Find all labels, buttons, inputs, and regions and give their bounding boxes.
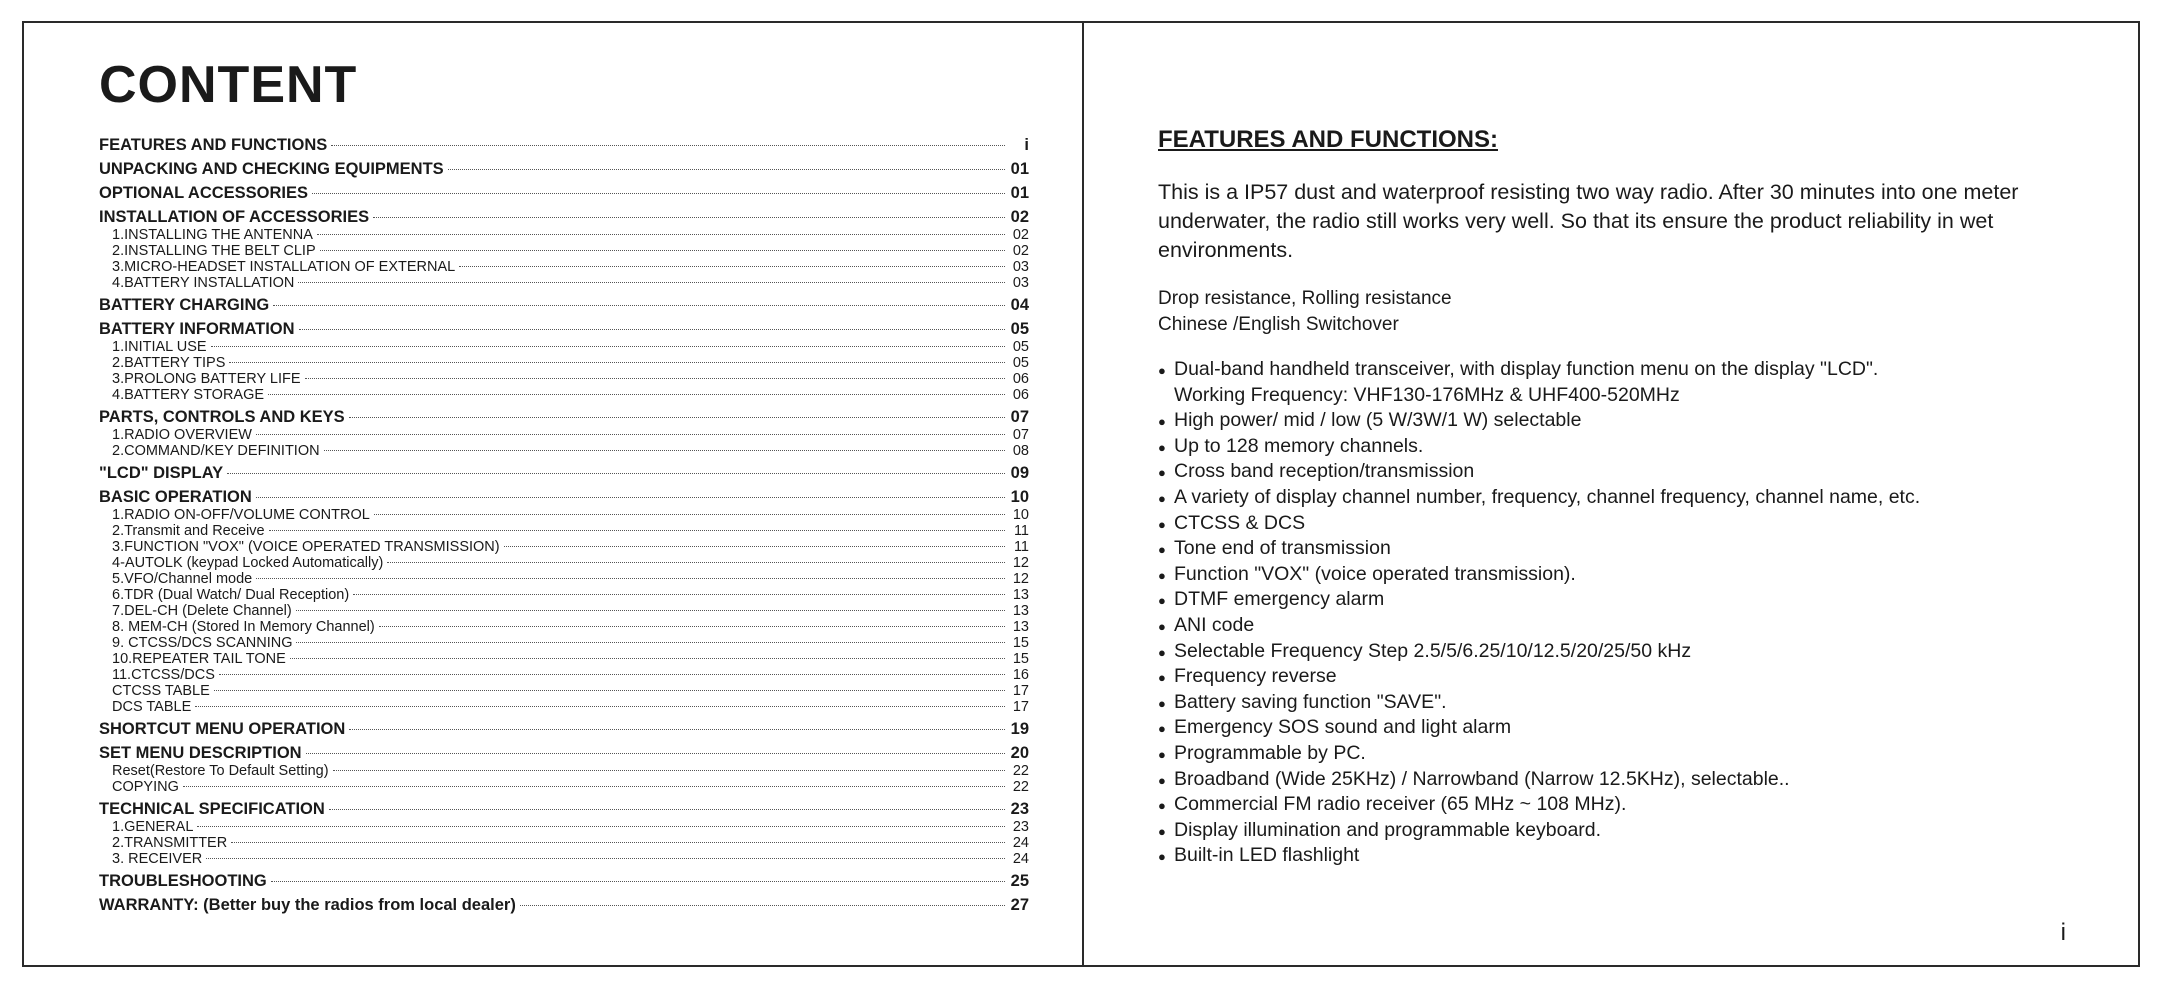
bullet-icon: ● xyxy=(1158,567,1166,583)
toc-page-number: 10 xyxy=(1012,507,1029,523)
feature-item xyxy=(1158,818,1920,844)
toc-section xyxy=(99,159,1029,179)
toc-subsection xyxy=(99,243,1029,259)
toc-page-number: 13 xyxy=(1012,619,1029,635)
toc-label: 1.INSTALLING THE ANTENNA xyxy=(112,227,313,243)
toc-label: 2.TRANSMITTER xyxy=(112,835,228,851)
bullet-icon: ● xyxy=(1158,490,1166,506)
toc-subsection xyxy=(99,443,1029,459)
feature-item xyxy=(1158,741,1920,767)
feature-text: A variety of display channel number, frequency, channel frequency, channel name, etc. xyxy=(1174,485,1921,508)
toc-label: 3.MICRO-HEADSET INSTALLATION OF EXTERNAL xyxy=(112,259,456,275)
toc-subsection xyxy=(99,667,1029,683)
toc-leader-dots xyxy=(320,250,1005,251)
toc-page-number: 13 xyxy=(1012,587,1029,603)
toc-page-number: 07 xyxy=(1010,408,1029,426)
toc-leader-dots xyxy=(299,329,1005,330)
feature-item xyxy=(1158,511,1920,537)
toc-page-number: 22 xyxy=(1012,779,1029,795)
toc-leader-dots xyxy=(349,417,1005,418)
toc-label: 6.TDR (Dual Watch/ Dual Reception) xyxy=(112,587,350,603)
bullet-icon: ● xyxy=(1158,542,1166,558)
bullet-icon: ● xyxy=(1158,516,1166,532)
bullet-icon: ● xyxy=(1158,618,1166,634)
feature-text: Frequency reverse xyxy=(1174,665,1337,688)
toc-section xyxy=(99,319,1029,339)
toc-leader-dots xyxy=(269,530,1005,531)
toc-subsection xyxy=(99,339,1029,355)
toc-page-number: 06 xyxy=(1012,387,1029,403)
toc-page-number: 05 xyxy=(1012,339,1029,355)
toc-section xyxy=(99,135,1029,155)
contents-page xyxy=(99,56,1029,915)
toc-subsection xyxy=(99,819,1029,835)
features-list xyxy=(1158,357,1920,869)
toc-leader-dots xyxy=(229,362,1005,363)
toc-page-number: 23 xyxy=(1012,819,1029,835)
bullet-icon: ● xyxy=(1158,721,1166,737)
bullet-icon: ● xyxy=(1158,414,1166,430)
toc-page-number: 06 xyxy=(1012,371,1029,387)
feature-item xyxy=(1158,690,1920,716)
bullet-icon: ● xyxy=(1158,849,1166,865)
toc-page-number: 15 xyxy=(1012,635,1029,651)
toc-subsection xyxy=(99,851,1029,867)
bullet-icon: ● xyxy=(1158,772,1166,788)
toc-label: TECHNICAL SPECIFICATION xyxy=(99,800,325,818)
toc-subsection xyxy=(99,603,1029,619)
toc-section xyxy=(99,871,1029,891)
toc-label: "LCD" DISPLAY xyxy=(99,464,224,482)
toc-leader-dots xyxy=(256,497,1005,498)
toc-leader-dots xyxy=(317,234,1005,235)
toc-subsection xyxy=(99,651,1029,667)
toc-section xyxy=(99,407,1029,427)
toc-subsection xyxy=(99,587,1029,603)
features-extra xyxy=(1158,286,1452,338)
toc-subsection xyxy=(99,555,1029,571)
feature-item xyxy=(1158,715,1920,741)
toc-label: FEATURES AND FUNCTIONS xyxy=(99,136,328,154)
feature-text: Up to 128 memory channels. xyxy=(1174,434,1424,457)
toc-leader-dots xyxy=(296,610,1005,611)
feature-text: Emergency SOS sound and light alarm xyxy=(1174,716,1512,739)
toc-label: 3.FUNCTION "VOX" (VOICE OPERATED TRANSMISSION) xyxy=(112,539,500,555)
feature-text-continued: Working Frequency: VHF130-176MHz & UHF400-520MHz xyxy=(1174,383,1680,406)
toc-subsection xyxy=(99,539,1029,555)
features-heading: FEATURES AND FUNCTIONS: xyxy=(1158,126,1498,153)
toc-page-number: 01 xyxy=(1010,160,1029,178)
toc-leader-dots xyxy=(206,858,1005,859)
feature-text: High power/ mid / low (5 W/3W/1 W) selectable xyxy=(1174,409,1582,432)
bullet-icon: ● xyxy=(1158,363,1166,378)
toc-page-number: 25 xyxy=(1010,872,1029,890)
toc-label: SHORTCUT MENU OPERATION xyxy=(99,720,346,738)
feature-text: Display illumination and programmable keyboard. xyxy=(1174,818,1602,841)
bullet-icon: ● xyxy=(1158,695,1166,711)
toc-page-number: 24 xyxy=(1012,835,1029,851)
feature-text: Cross band reception/transmission xyxy=(1174,460,1475,483)
toc-leader-dots xyxy=(324,450,1005,451)
feature-item xyxy=(1158,536,1920,562)
toc-page-number: 03 xyxy=(1012,259,1029,275)
toc-section xyxy=(99,743,1029,763)
toc-leader-dots xyxy=(374,514,1005,515)
toc-subsection xyxy=(99,523,1029,539)
feature-item xyxy=(1158,562,1920,588)
toc-page-number: 05 xyxy=(1010,320,1029,338)
toc-page-number: 08 xyxy=(1012,443,1029,459)
toc-section xyxy=(99,183,1029,203)
bullet-icon: ● xyxy=(1158,465,1166,481)
toc-leader-dots xyxy=(296,642,1005,643)
toc-leader-dots xyxy=(271,881,1005,882)
toc-subsection xyxy=(99,635,1029,651)
toc-page-number: 27 xyxy=(1010,896,1029,914)
contents-title: CONTENT xyxy=(99,56,358,114)
toc-label: 10.REPEATER TAIL TONE xyxy=(112,651,286,667)
toc-leader-dots xyxy=(273,305,1005,306)
toc-label: 5.VFO/Channel mode xyxy=(112,571,253,587)
toc-label: UNPACKING AND CHECKING EQUIPMENTS xyxy=(99,160,444,178)
toc-leader-dots xyxy=(349,729,1005,730)
toc-subsection xyxy=(99,371,1029,387)
toc-leader-dots xyxy=(306,753,1005,754)
toc-label: 4-AUTOLK (keypad Locked Automatically) xyxy=(112,555,384,571)
toc-label: COPYING xyxy=(112,779,179,795)
toc-leader-dots xyxy=(290,658,1005,659)
toc-subsection xyxy=(99,763,1029,779)
toc-subsection xyxy=(99,835,1029,851)
toc-subsection xyxy=(99,427,1029,443)
toc-page-number: 05 xyxy=(1012,355,1029,371)
toc-leader-dots xyxy=(305,378,1005,379)
feature-item xyxy=(1158,664,1920,690)
toc-page-number: 11 xyxy=(1013,523,1029,539)
toc-page-number: 10 xyxy=(1010,488,1029,506)
toc-leader-dots xyxy=(448,169,1005,170)
toc-page-number: 02 xyxy=(1010,208,1029,226)
toc-page-number: 20 xyxy=(1010,744,1029,762)
bullet-icon: ● xyxy=(1158,593,1166,609)
bullet-icon: ● xyxy=(1158,644,1166,660)
toc-leader-dots xyxy=(379,626,1005,627)
toc-label: 2.INSTALLING THE BELT CLIP xyxy=(112,243,316,259)
toc-page-number: 23 xyxy=(1010,800,1029,818)
toc-page-number: 11 xyxy=(1013,539,1029,555)
toc-leader-dots xyxy=(312,193,1005,194)
toc-section xyxy=(99,487,1029,507)
toc-label: OPTIONAL ACCESSORIES xyxy=(99,184,309,202)
feature-text: Battery saving function "SAVE". xyxy=(1174,690,1447,713)
feature-item xyxy=(1158,434,1920,460)
feature-item xyxy=(1158,587,1920,613)
extra-line: Drop resistance, Rolling resistance xyxy=(1158,288,1452,309)
bullet-icon: ● xyxy=(1158,670,1166,686)
feature-text: Function "VOX" (voice operated transmission). xyxy=(1174,562,1576,585)
feature-text: Broadband (Wide 25KHz) / Narrowband (Narrow 12.5KHz), selectable.. xyxy=(1174,767,1790,790)
toc-label: 3. RECEIVER xyxy=(112,851,203,867)
toc-page-number: 01 xyxy=(1010,184,1029,202)
toc-label: DCS TABLE xyxy=(112,699,192,715)
toc-section xyxy=(99,463,1029,483)
toc-label: 9. CTCSS/DCS SCANNING xyxy=(112,635,293,651)
manual-spread xyxy=(22,21,2140,967)
toc-leader-dots xyxy=(219,674,1005,675)
toc-section xyxy=(99,799,1029,819)
feature-text: Dual-band handheld transceiver, with display function menu on the display "LCD". xyxy=(1174,358,1879,380)
toc-label: Reset(Restore To Default Setting) xyxy=(112,763,329,779)
feature-item xyxy=(1158,843,1920,869)
toc-page-number: 12 xyxy=(1012,571,1029,587)
toc-leader-dots xyxy=(214,690,1005,691)
feature-item-continued xyxy=(1158,383,1920,409)
feature-item xyxy=(1158,767,1920,793)
toc-subsection xyxy=(99,259,1029,275)
toc-leader-dots xyxy=(231,842,1005,843)
features-intro: This is a IP57 dust and waterproof resisting two way radio. After 30 minutes into one meter underwater, the radio still works very well. So that its ensure the product reliability in wet environments. xyxy=(1158,180,2019,262)
toc-subsection xyxy=(99,619,1029,635)
toc-subsection xyxy=(99,571,1029,587)
toc-subsection xyxy=(99,683,1029,699)
bullet-icon: ● xyxy=(1158,798,1166,814)
toc-label: TROUBLESHOOTING xyxy=(99,872,267,890)
toc-label: 2.Transmit and Receive xyxy=(112,523,265,539)
toc-subsection xyxy=(99,387,1029,403)
table-of-contents xyxy=(99,135,1029,915)
toc-label: 4.BATTERY STORAGE xyxy=(112,387,265,403)
toc-page-number: 19 xyxy=(1010,720,1029,738)
extra-line: Chinese /English Switchover xyxy=(1158,314,1399,335)
toc-page-number: 16 xyxy=(1012,667,1029,683)
toc-page-number: 17 xyxy=(1012,699,1029,715)
bullet-icon: ● xyxy=(1158,746,1166,762)
bullet-icon: ● xyxy=(1158,439,1166,455)
feature-text: ANI code xyxy=(1174,613,1255,636)
toc-page-number: 04 xyxy=(1010,296,1029,314)
toc-label: 3.PROLONG BATTERY LIFE xyxy=(112,371,301,387)
toc-subsection xyxy=(99,227,1029,243)
toc-leader-dots xyxy=(520,905,1005,906)
toc-subsection xyxy=(99,699,1029,715)
bullet-icon: ● xyxy=(1158,823,1166,839)
toc-label: 4.BATTERY INSTALLATION xyxy=(112,275,295,291)
page-divider xyxy=(1082,23,1084,965)
toc-section xyxy=(99,207,1029,227)
toc-section xyxy=(99,295,1029,315)
feature-item xyxy=(1158,459,1920,485)
toc-label: 1.RADIO OVERVIEW xyxy=(112,427,252,443)
toc-leader-dots xyxy=(197,826,1005,827)
toc-leader-dots xyxy=(256,578,1005,579)
feature-text: Commercial FM radio receiver (65 MHz ~ 108 MHz). xyxy=(1174,793,1627,816)
toc-page-number: 22 xyxy=(1012,763,1029,779)
toc-label: 11.CTCSS/DCS xyxy=(112,667,215,683)
toc-leader-dots xyxy=(373,217,1005,218)
toc-page-number: 03 xyxy=(1012,275,1029,291)
toc-label: 1.RADIO ON-OFF/VOLUME CONTROL xyxy=(112,507,370,523)
toc-leader-dots xyxy=(333,770,1005,771)
toc-leader-dots xyxy=(331,145,1005,146)
toc-label: 1.GENERAL xyxy=(112,819,194,835)
toc-subsection xyxy=(99,275,1029,291)
toc-label: PARTS, CONTROLS AND KEYS xyxy=(99,408,345,426)
toc-section xyxy=(99,895,1029,915)
toc-subsection xyxy=(99,507,1029,523)
feature-item xyxy=(1158,639,1920,665)
toc-leader-dots xyxy=(298,282,1005,283)
toc-leader-dots xyxy=(329,809,1005,810)
toc-leader-dots xyxy=(195,706,1005,707)
toc-label: WARRANTY: (Better buy the radios from local dealer) xyxy=(99,896,516,914)
feature-item xyxy=(1158,357,1920,383)
toc-page-number: 24 xyxy=(1012,851,1029,867)
feature-text: Built-in LED flashlight xyxy=(1174,844,1360,867)
feature-text: Selectable Frequency Step 2.5/5/6.25/10/12.5/20/25/50 kHz xyxy=(1174,639,1692,662)
toc-leader-dots xyxy=(227,473,1005,474)
feature-item xyxy=(1158,485,1920,511)
toc-page-number: 17 xyxy=(1012,683,1029,699)
toc-leader-dots xyxy=(211,346,1005,347)
toc-page-number: 02 xyxy=(1012,243,1029,259)
toc-leader-dots xyxy=(459,266,1005,267)
feature-item xyxy=(1158,408,1920,434)
feature-text: Tone end of transmission xyxy=(1174,537,1391,560)
toc-page-number: 09 xyxy=(1010,464,1029,482)
toc-label: BATTERY INFORMATION xyxy=(99,320,295,338)
page-number: i xyxy=(2060,919,2066,946)
feature-text: Programmable by PC. xyxy=(1174,741,1366,764)
toc-subsection xyxy=(99,355,1029,371)
toc-leader-dots xyxy=(256,434,1005,435)
toc-section xyxy=(99,719,1029,739)
toc-leader-dots xyxy=(504,546,1005,547)
toc-label: 1.INITIAL USE xyxy=(112,339,207,355)
toc-leader-dots xyxy=(353,594,1005,595)
toc-leader-dots xyxy=(387,562,1005,563)
feature-item xyxy=(1158,792,1920,818)
toc-label: CTCSS TABLE xyxy=(112,683,210,699)
toc-page-number: i xyxy=(1024,136,1029,154)
toc-page-number: 02 xyxy=(1012,227,1029,243)
toc-label: SET MENU DESCRIPTION xyxy=(99,744,302,762)
toc-leader-dots xyxy=(183,786,1005,787)
feature-item xyxy=(1158,613,1920,639)
toc-label: 8. MEM-CH (Stored In Memory Channel) xyxy=(112,619,375,635)
toc-label: BATTERY CHARGING xyxy=(99,296,270,314)
toc-page-number: 15 xyxy=(1012,651,1029,667)
feature-text: CTCSS & DCS xyxy=(1174,511,1306,534)
toc-label: 2.COMMAND/KEY DEFINITION xyxy=(112,443,320,459)
toc-page-number: 07 xyxy=(1012,427,1029,443)
feature-text: DTMF emergency alarm xyxy=(1174,588,1385,611)
toc-label: INSTALLATION OF ACCESSORIES xyxy=(99,208,370,226)
toc-label: 7.DEL-CH (Delete Channel) xyxy=(112,603,292,619)
toc-label: BASIC OPERATION xyxy=(99,488,252,506)
toc-page-number: 12 xyxy=(1012,555,1029,571)
toc-leader-dots xyxy=(268,394,1005,395)
toc-subsection xyxy=(99,779,1029,795)
toc-page-number: 13 xyxy=(1012,603,1029,619)
toc-label: 2.BATTERY TIPS xyxy=(112,355,226,371)
